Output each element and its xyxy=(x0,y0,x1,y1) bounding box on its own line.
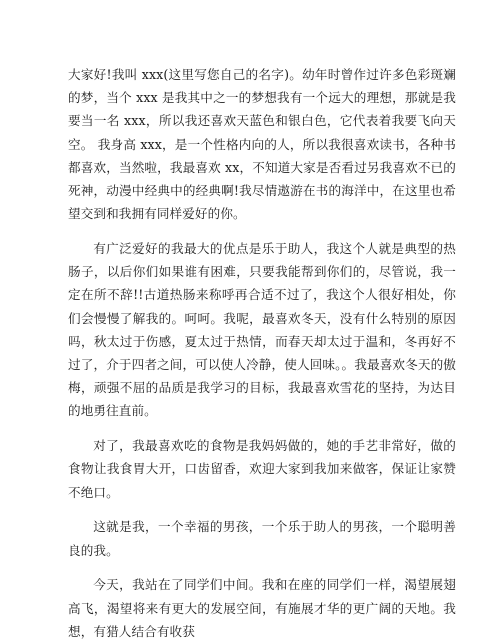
paragraph-summary: 这就是我，一个幸福的男孩，一个乐于助人的男孩，一个聪明善良的我。 xyxy=(68,519,456,558)
paragraph-intro: 大家好!我叫 xxx(这里写您自己的名字)。幼年时曾作过许多色彩斑斓的梦，当个 xxx 是我其中之一的梦想我有一个远大的理想，那就是我要当一名 xxx，所以我还喜欢天蓝色和银白色，它代表着我要飞向天空。 我身高 xxx，是一个性格内向的人，所以我很喜欢读书，各种书都喜欢，当然啦，我最喜欢 xx，不知道大家是否看过另我喜欢不已的死神，动漫中经典中的经典啊!我尽情遨游在书的海洋中，在这里也希望交到和我拥有同样爱好的你。 xyxy=(68,67,456,222)
paragraph-food: 对了，我最喜欢吃的食物是我妈妈做的，她的手艺非常好，做的食物让我食胃大开，口齿留香，欢迎大家到我加来做客，保证让家赞不绝口。 xyxy=(68,438,456,500)
paragraph-hobbies: 有广泛爱好的我最大的优点是乐于助人，我这个人就是典型的热肠子，以后你们如果谁有困难，只要我能帮到你们的，尽管说，我一定在所不辞!!古道热肠来称呼再合适不过了，我这个人很好相处，你们会慢慢了解我的。呵呵。我呢，最喜欢冬天，没有什么特别的原因吗，秋太过于伤感，夏太过于热情，而春天却太过于温和，冬再好不过了，介于四者之间，可以使人冷静，使人回味。。我最喜欢冬天的傲梅，顽强不屈的品质是我学习的目标，我最喜欢雪花的坚持，为达目的地勇往直前。 xyxy=(68,241,456,419)
paragraph-today: 今天，我站在了同学们中间。我和在座的同学们一样，渴望展翅高飞，渴望将来有更大的发展空间，有施展才华的更广阔的天地。我想，有猎人结合有收获 xyxy=(68,577,456,639)
document-body xyxy=(68,63,456,643)
